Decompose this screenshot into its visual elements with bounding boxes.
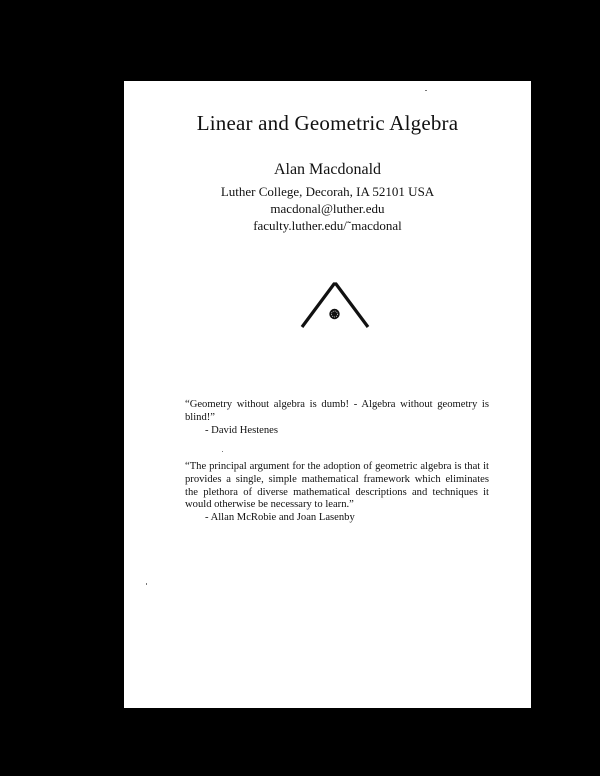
quote-attribution: - David Hestenes [205,424,278,436]
quote-text: “Geometry without algebra is dumb! - Algebra without geometry is blind!” [185,399,489,423]
quote-text: “The principal argument for the adoption of geometric algebra is that it provides a single, simple mathematical framework which eliminates the plethora of diverse mathematical descriptions and techniques it would otherwise be necessary to learn.” [185,461,489,511]
document-title: Linear and Geometric Algebra [196,111,459,135]
author-email: macdonal@luther.edu [270,201,385,216]
document-page [124,81,531,708]
quote-mcrobie-lasenby [185,461,489,525]
scan-speck [146,583,147,585]
quote-attribution: - Allan McRobie and Joan Lasenby [205,512,355,524]
quote-hestenes [185,399,489,437]
author-affiliation: Luther College, Decorah, IA 52101 USA [220,184,435,199]
scan-speck [425,90,427,91]
geometric-algebra-logo-icon [300,281,370,335]
author-name: Alan Macdonald [273,161,382,178]
author-website: faculty.luther.edu/˜macdonal [253,218,402,233]
scan-speck [222,451,223,452]
